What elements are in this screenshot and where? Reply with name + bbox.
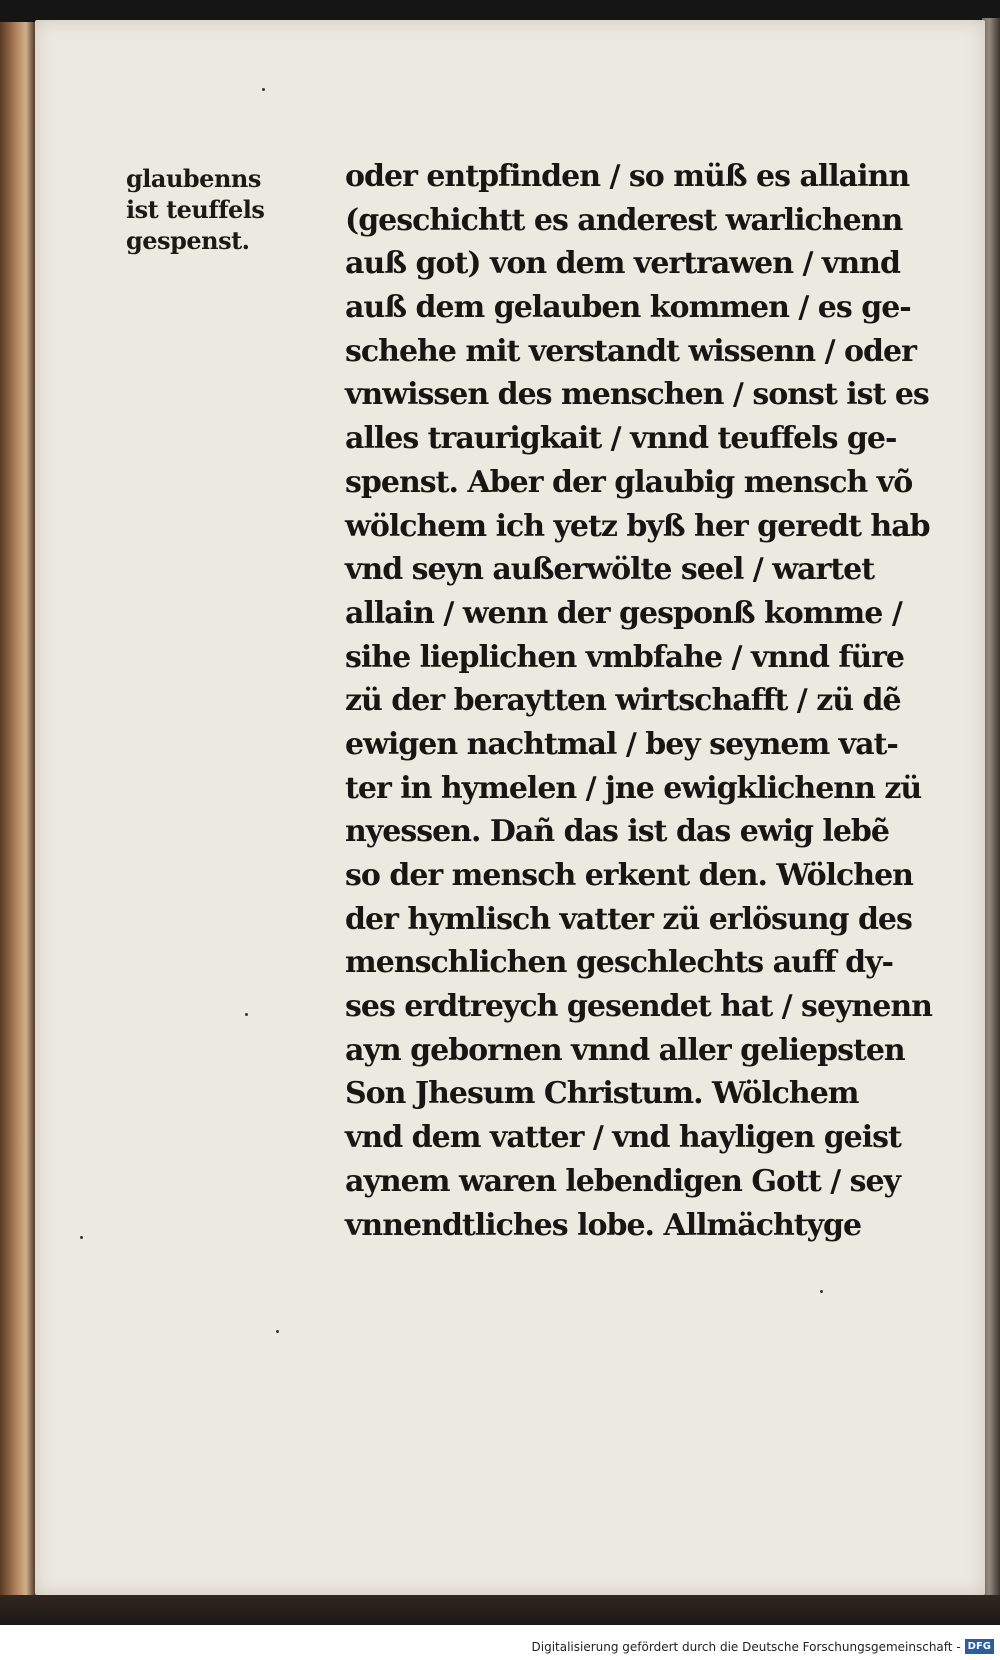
digitization-credit (532, 1639, 995, 1654)
text-line: allain / wenn der gesponß komme / (345, 595, 902, 631)
ink-speck (262, 88, 265, 91)
margin-note-line: gespenst. (126, 226, 250, 255)
text-line: sihe lieplichen vmbfahe / vnnd füre (345, 639, 905, 675)
text-line: menschlichen geschlechts auff dy‑ (345, 945, 893, 981)
text-line: ewigen nachtmal / bey seynem vat‑ (345, 726, 898, 762)
text-line: vnd seyn außerwölte seel / wartet (345, 552, 875, 588)
credit-text: Digitalisierung gefördert durch die Deutsche Forschungsgemeinschaft - (531, 1639, 961, 1654)
text-line: zü der beraytten wirtschafft / zü dẽ (345, 683, 901, 719)
text-line: schehe mit verstandt wissenn / oder (345, 333, 916, 369)
text-line: alles traurigkait / vnnd teuffels ge‑ (345, 421, 897, 457)
text-line: ses erdtreych gesendet hat / seynenn (345, 989, 932, 1025)
text-line: wölchem ich yetz byß her geredt hab (345, 508, 930, 544)
text-line: so der mensch erkent den. Wölchen (345, 858, 913, 893)
scan-top-border (0, 0, 1000, 22)
text-line: vnnendtliches lobe. Allmächtyge (345, 1207, 862, 1243)
text-line: vnd dem vatter / vnd hayligen geist (345, 1120, 901, 1156)
text-line: auß dem gelauben kommen / es ge‑ (345, 290, 911, 326)
margin-note (126, 163, 296, 256)
ink-speck (820, 1290, 823, 1293)
dfg-logo: DFG (965, 1639, 994, 1654)
margin-note-line: glaubenns (126, 164, 261, 193)
ink-speck (80, 1236, 83, 1239)
text-line: Son Jhesum Christum. Wölchem (345, 1076, 859, 1112)
text-line: vnwissen des menschen / sonst ist es (345, 377, 929, 413)
text-line: auß got) von dem vertrawen / vnnd (345, 246, 900, 282)
text-line: aynem waren lebendigen Gott / sey (345, 1163, 901, 1199)
text-line: nyessen. Dañ das ist das ewig lebẽ (345, 814, 889, 850)
text-line: oder entpfinden / so müß es allainn (345, 159, 910, 194)
text-line: (geschichtt es anderest warlichenn (345, 202, 903, 238)
body-text (345, 155, 945, 1247)
ink-speck (245, 1013, 248, 1016)
text-line: ter in hymelen / jne ewigklichenn zü (345, 770, 922, 806)
ink-speck (276, 1330, 279, 1333)
text-line: spenst. Aber der glaubig mensch võ (345, 464, 913, 500)
margin-note-line: ist teuffels (126, 195, 265, 224)
text-line: der hymlisch vatter zü erlösung des (345, 901, 912, 937)
text-line: ayn gebornen vnnd aller geliepsten (345, 1032, 905, 1068)
scan-bottom-border (0, 1595, 1000, 1625)
